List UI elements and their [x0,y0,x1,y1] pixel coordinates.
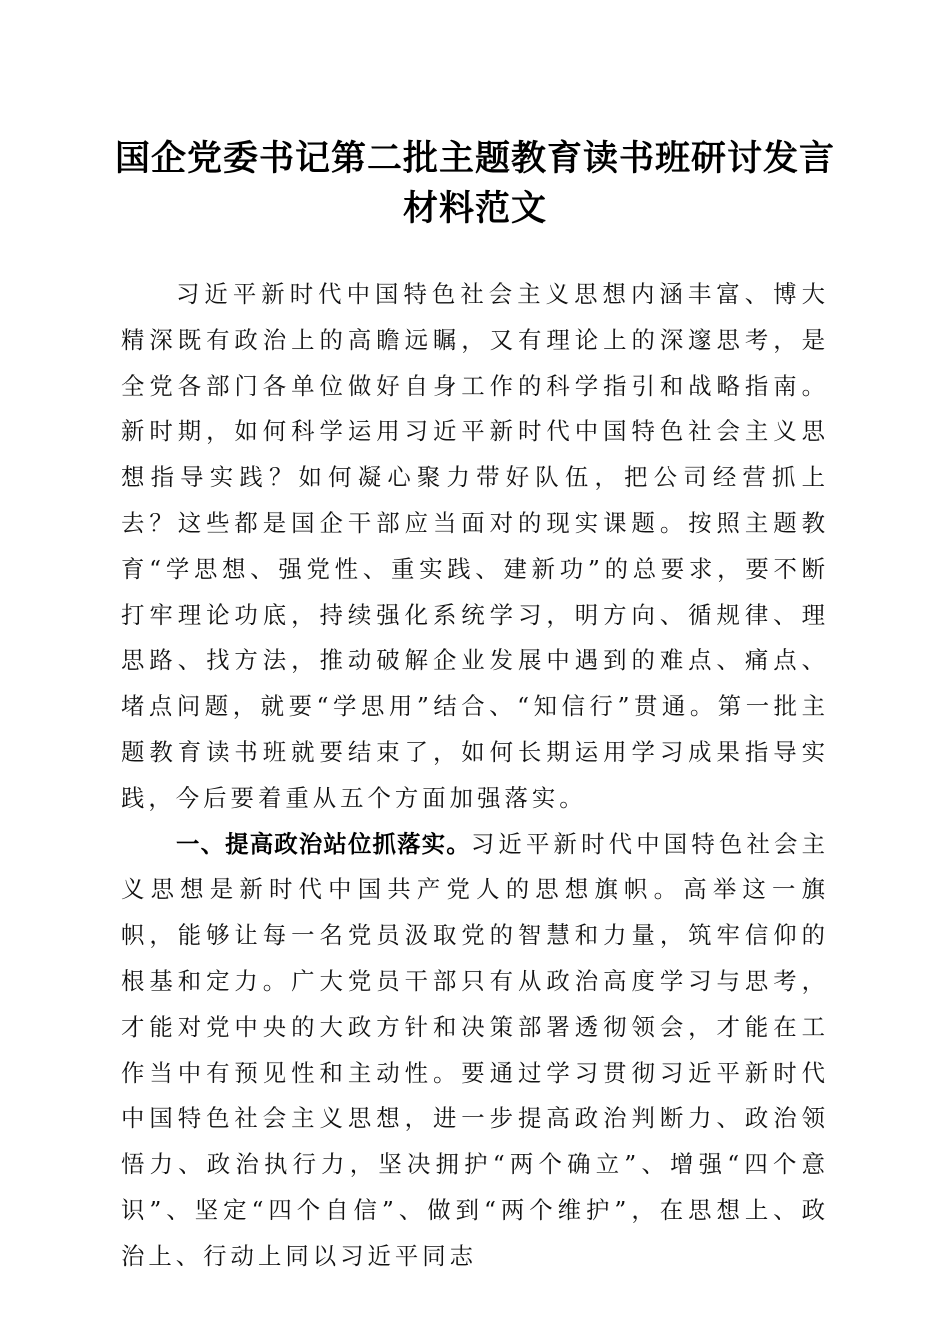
document-body [121,272,829,1280]
document-title [100,134,850,234]
title-line-1: 国企党委书记第二批主题教育读书班研讨发言 [114,138,835,179]
section-one-heading: 一、提高政治站位抓落实。 [176,829,471,858]
paragraph-intro [121,272,829,822]
paragraph-intro-text: 习近平新时代中国特色社会主义思想内涵丰富、博大精深既有政治上的高瞻远瞩，又有理论上的深邃思考，是全党各部门各单位做好自身工作的科学指引和战略指南。新时期，如何科学运用习近平新时代中国特色社会主义思想指导实践？如何凝心聚力带好队伍，把公司经营抓上去？这些都是国企干部应当面对的现实课题。按照主题教育“学思想、强党性、重实践、建新功”的总要求，要不断打牢理论功底，持续强化系统学习，明方向、循规律、理思路、找方法，推动破解企业发展中遇到的难点、痛点、堵点问题，就要“学思用”结合、“知信行”贯通。第一批主题教育读书班就要结束了，如何长期运用学习成果指导实践，今后要着重从五个方面加强落实。 [121,280,829,812]
section-one-text: 习近平新时代中国特色社会主义思想是新时代中国共产党人的思想旗帜。高举这一旗帜，能够让每一名党员汲取党的智慧和力量，筑牢信仰的根基和定力。广大党员干部只有从政治高度学习与思考，才能对党中央的大政方针和决策部署透彻领会，才能在工作当中有预见性和主动性。要通过学习贯彻习近平新时代中国特色社会主义思想，进一步提高政治判断力、政治领悟力、政治执行力，坚决拥护“两个确立”、增强“四个意识”、坚定“四个自信”、做到“两个维护”，在思想上、政治上、行动上同以习近平同志 [121,829,830,1270]
title-line-2: 材料范文 [402,188,547,229]
paragraph-section-one [121,822,829,1280]
